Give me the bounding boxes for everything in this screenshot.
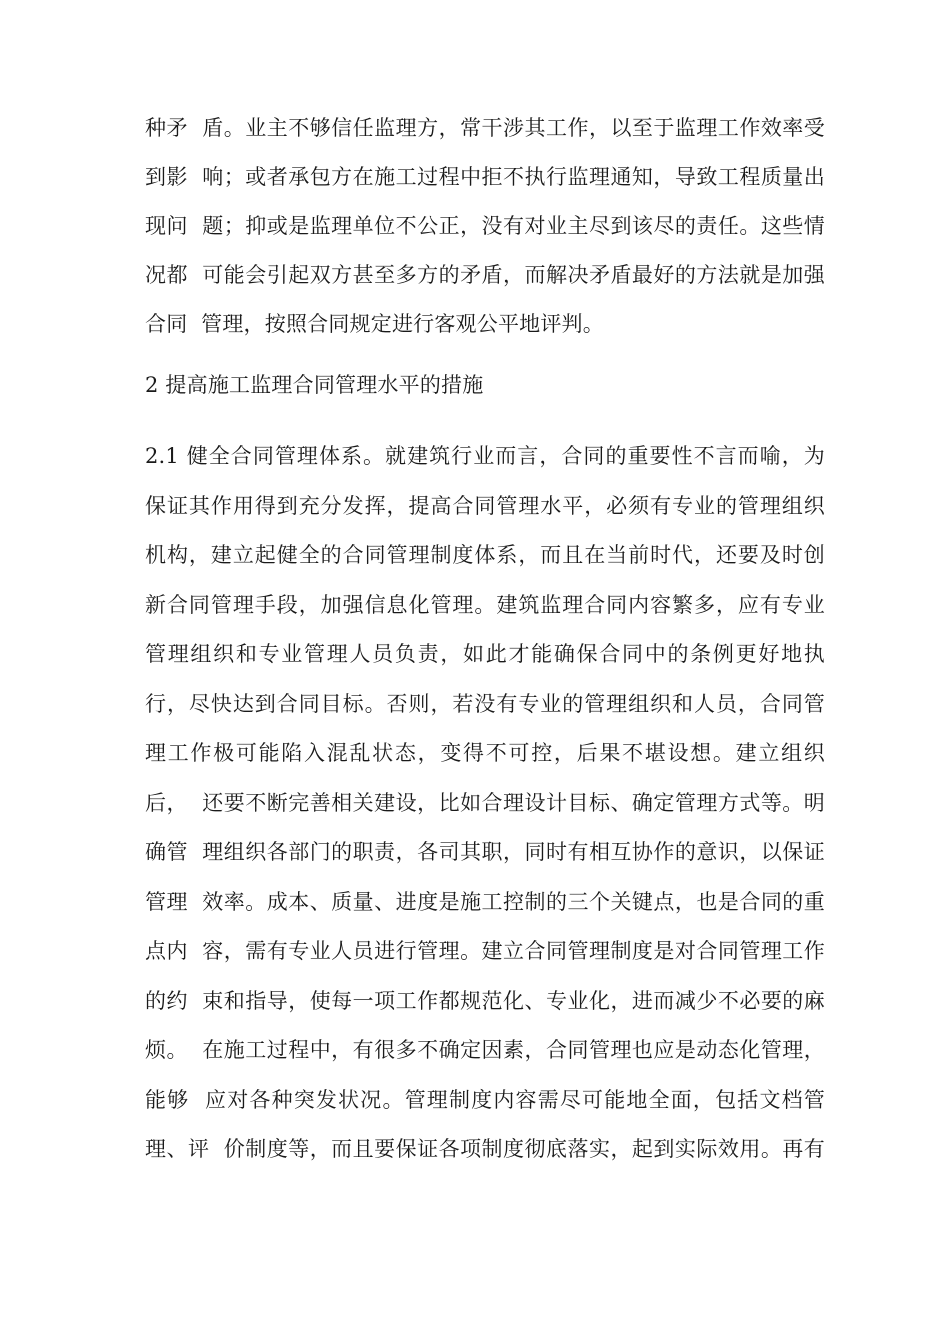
paragraph-2-line-7: 理工作极可能陷入混乱状态，变得不可控，后果不堪设想。建立组织 [145, 741, 825, 765]
paragraph-2-line-4: 新合同管理手段，加强信息化管理。建筑监理合同内容繁多，应有专业 [145, 593, 825, 617]
paragraph-1-line-2: 到影 响；或者承包方在施工过程中拒不执行监理通知，导致工程质量出 [145, 165, 825, 189]
paragraph-2-line-8: 后， 还要不断完善相关建设，比如合理设计目标、确定管理方式等。明 [145, 791, 825, 815]
paragraph-2-line-1: 2.1 健全合同管理体系。就建筑行业而言，合同的重要性不言而喻，为 [145, 444, 825, 468]
paragraph-2-line-2: 保证其作用得到充分发挥，提高合同管理水平，必须有专业的管理组织 [145, 494, 825, 518]
paragraph-2-line-15: 理、评 价制度等，而且要保证各项制度彻底落实，起到实际效用。再有 [145, 1137, 825, 1161]
section-heading: 2 提高施工监理合同管理水平的措施 [145, 373, 484, 397]
paragraph-1-line-4: 况都 可能会引起双方甚至多方的矛盾，而解决矛盾最好的方法就是加强 [145, 263, 825, 287]
paragraph-2-line-3: 机构，建立起健全的合同管理制度体系，而且在当前时代，还要及时创 [145, 543, 825, 567]
paragraph-2-line-10: 管理 效率。成本、质量、进度是施工控制的三个关键点，也是合同的重 [145, 890, 825, 914]
paragraph-2-line-9: 确管 理组织各部门的职责，各司其职，同时有相互协作的意识，以保证 [145, 840, 825, 864]
paragraph-2-line-14: 能够 应对各种突发状况。管理制度内容需尽可能地全面，包括文档管 [145, 1088, 825, 1112]
paragraph-1-line-5: 合同 管理，按照合同规定进行客观公平地评判。 [145, 312, 604, 336]
paragraph-2-line-13: 烦。 在施工过程中，有很多不确定因素，合同管理也应是动态化管理， [145, 1038, 825, 1062]
paragraph-2-line-12: 的约 束和指导，使每一项工作都规范化、专业化，进而减少不必要的麻 [145, 989, 825, 1013]
paragraph-2-line-6: 行，尽快达到合同目标。否则，若没有专业的管理组织和人员，合同管 [145, 692, 825, 716]
paragraph-2-line-5: 管理组织和专业管理人员负责，如此才能确保合同中的条例更好地执 [145, 642, 825, 666]
paragraph-1-line-3: 现问 题；抑或是监理单位不公正，没有对业主尽到该尽的责任。这些情 [145, 214, 825, 238]
paragraph-2-line-11: 点内 容，需有专业人员进行管理。建立合同管理制度是对合同管理工作 [145, 939, 825, 963]
paragraph-1-line-1: 种矛 盾。业主不够信任监理方，常干涉其工作，以至于监理工作效率受 [145, 116, 825, 140]
